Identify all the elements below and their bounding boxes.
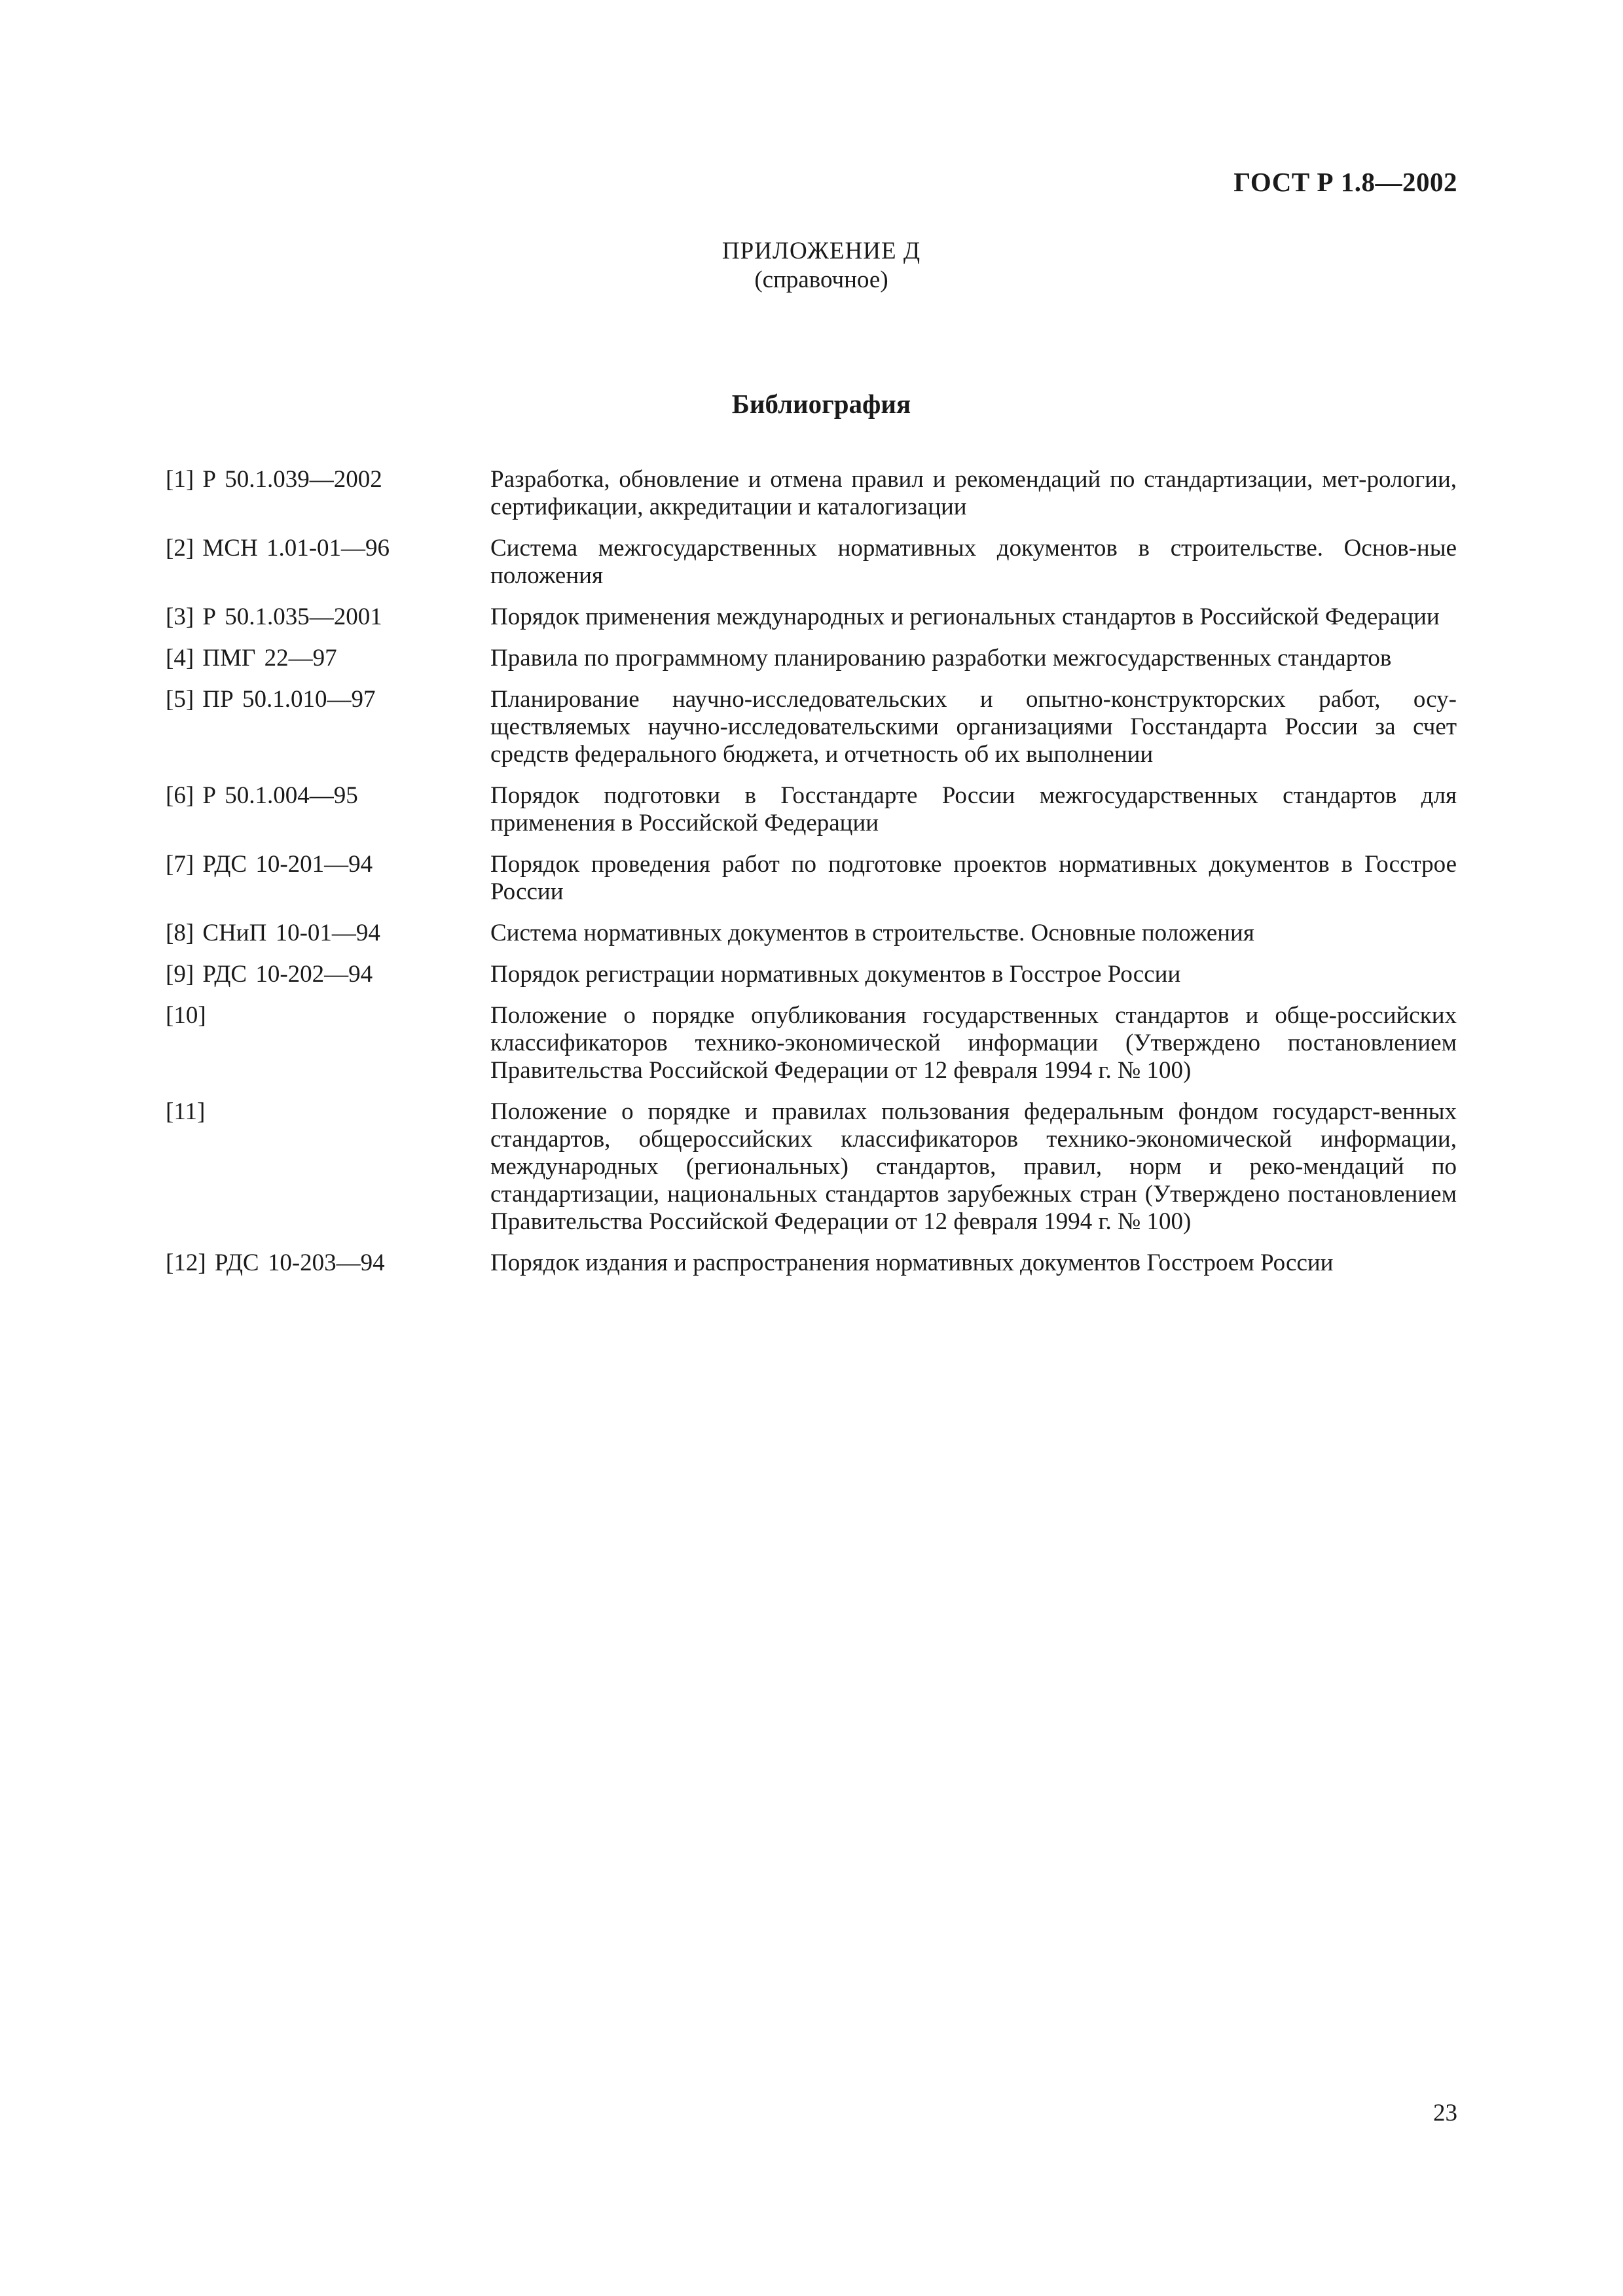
page-number: 23 — [1433, 2100, 1457, 2126]
bibliography-title: Разработка, обновление и отмена правил и рекомендаций по стандартизации, мет-рологии, сертификации, аккредитации и каталогизации — [490, 466, 1457, 520]
bibliography-ref: [3] Р 50.1.035—2001 — [166, 603, 382, 630]
bibliography-title: Правила по программному планированию разработки межгосударственных стандартов — [490, 645, 1392, 672]
bibliography-title: Положение о порядке опубликования государственных стандартов и обще-российских классификаторов технико-экономической информации (Утверждено постановлением Правительства Российской Федерации от 12 февраля 1994 г. № 100) — [490, 1002, 1457, 1084]
bibliography-list — [166, 466, 1457, 1291]
bibliography-entry — [166, 1098, 1457, 1236]
bibliography-entry — [166, 851, 1457, 906]
bibliography-ref: [5] ПР 50.1.010—97 — [166, 686, 376, 713]
bibliography-title: Система межгосударственных нормативных документов в строительстве. Основ-ные положения — [490, 535, 1457, 589]
bibliography-entry — [166, 645, 1457, 672]
appendix-heading — [0, 237, 1623, 295]
bibliography-title: Порядок подготовки в Госстандарте России межгосударственных стандартов для применения в Российской Федерации — [490, 782, 1457, 836]
bibliography-title: Система нормативных документов в строительстве. Основные положения — [490, 920, 1254, 946]
bibliography-ref: [8] СНиП 10-01—94 — [166, 920, 380, 946]
bibliography-entry — [166, 920, 1457, 947]
bibliography-ref: [10] — [166, 1002, 206, 1029]
bibliography-title: Порядок издания и распространения нормативных документов Госстроем России — [490, 1249, 1334, 1276]
bibliography-entry — [166, 1002, 1457, 1085]
bibliography-ref: [11] — [166, 1098, 206, 1125]
appendix-title: ПРИЛОЖЕНИЕ Д — [721, 238, 921, 264]
appendix-subtitle: (справочное) — [754, 266, 888, 293]
bibliography-title: Планирование научно-исследовательских и опытно-конструкторских работ, осу-ществляемых научно-исследовательскими организациями Госстандарта России за счет средств федерального бюджета, и отчетность об их выполнении — [490, 686, 1457, 768]
bibliography-ref: [2] МСН 1.01-01—96 — [166, 535, 390, 562]
bibliography-title: Положение о порядке и правилах пользования федеральным фондом государст-венных стандартов, общероссийских классификаторов технико-экономической информации, международных (региональных) стандартов, правил, норм и реко-мендаций по стандартизации, национальных стандартов зарубежных стран (Утверждено постановлением Правительства Российской Федерации от 12 февраля 1994 г. № 100) — [490, 1098, 1457, 1235]
bibliography-ref: [9] РДС 10-202—94 — [166, 961, 373, 988]
bibliography-ref: [4] ПМГ 22—97 — [166, 645, 337, 672]
bibliography-ref: [7] РДС 10-201—94 — [166, 851, 373, 878]
bibliography-title: Порядок регистрации нормативных документов в Госстрое России — [490, 961, 1181, 988]
bibliography-ref: [12] РДС 10-203—94 — [166, 1249, 385, 1276]
bibliography-ref: [6] Р 50.1.004—95 — [166, 782, 358, 809]
bibliography-entry — [166, 961, 1457, 988]
bibliography-entry — [166, 686, 1457, 768]
bibliography-entry — [166, 466, 1457, 521]
bibliography-entry — [166, 535, 1457, 590]
bibliography-ref: [1] Р 50.1.039—2002 — [166, 466, 382, 493]
bibliography-title: Порядок применения международных и региональных стандартов в Российской Федерации — [490, 603, 1440, 630]
bibliography-entry — [166, 603, 1457, 631]
bibliography-entry — [166, 782, 1457, 837]
bibliography-entry — [166, 1249, 1457, 1277]
bibliography-title: Порядок проведения работ по подготовке проектов нормативных документов в Госстрое России — [490, 851, 1457, 905]
document-header — [1233, 166, 1457, 198]
standard-designation: ГОСТ Р 1.8—2002 — [1233, 167, 1457, 197]
section-title: Библиография — [731, 389, 911, 419]
